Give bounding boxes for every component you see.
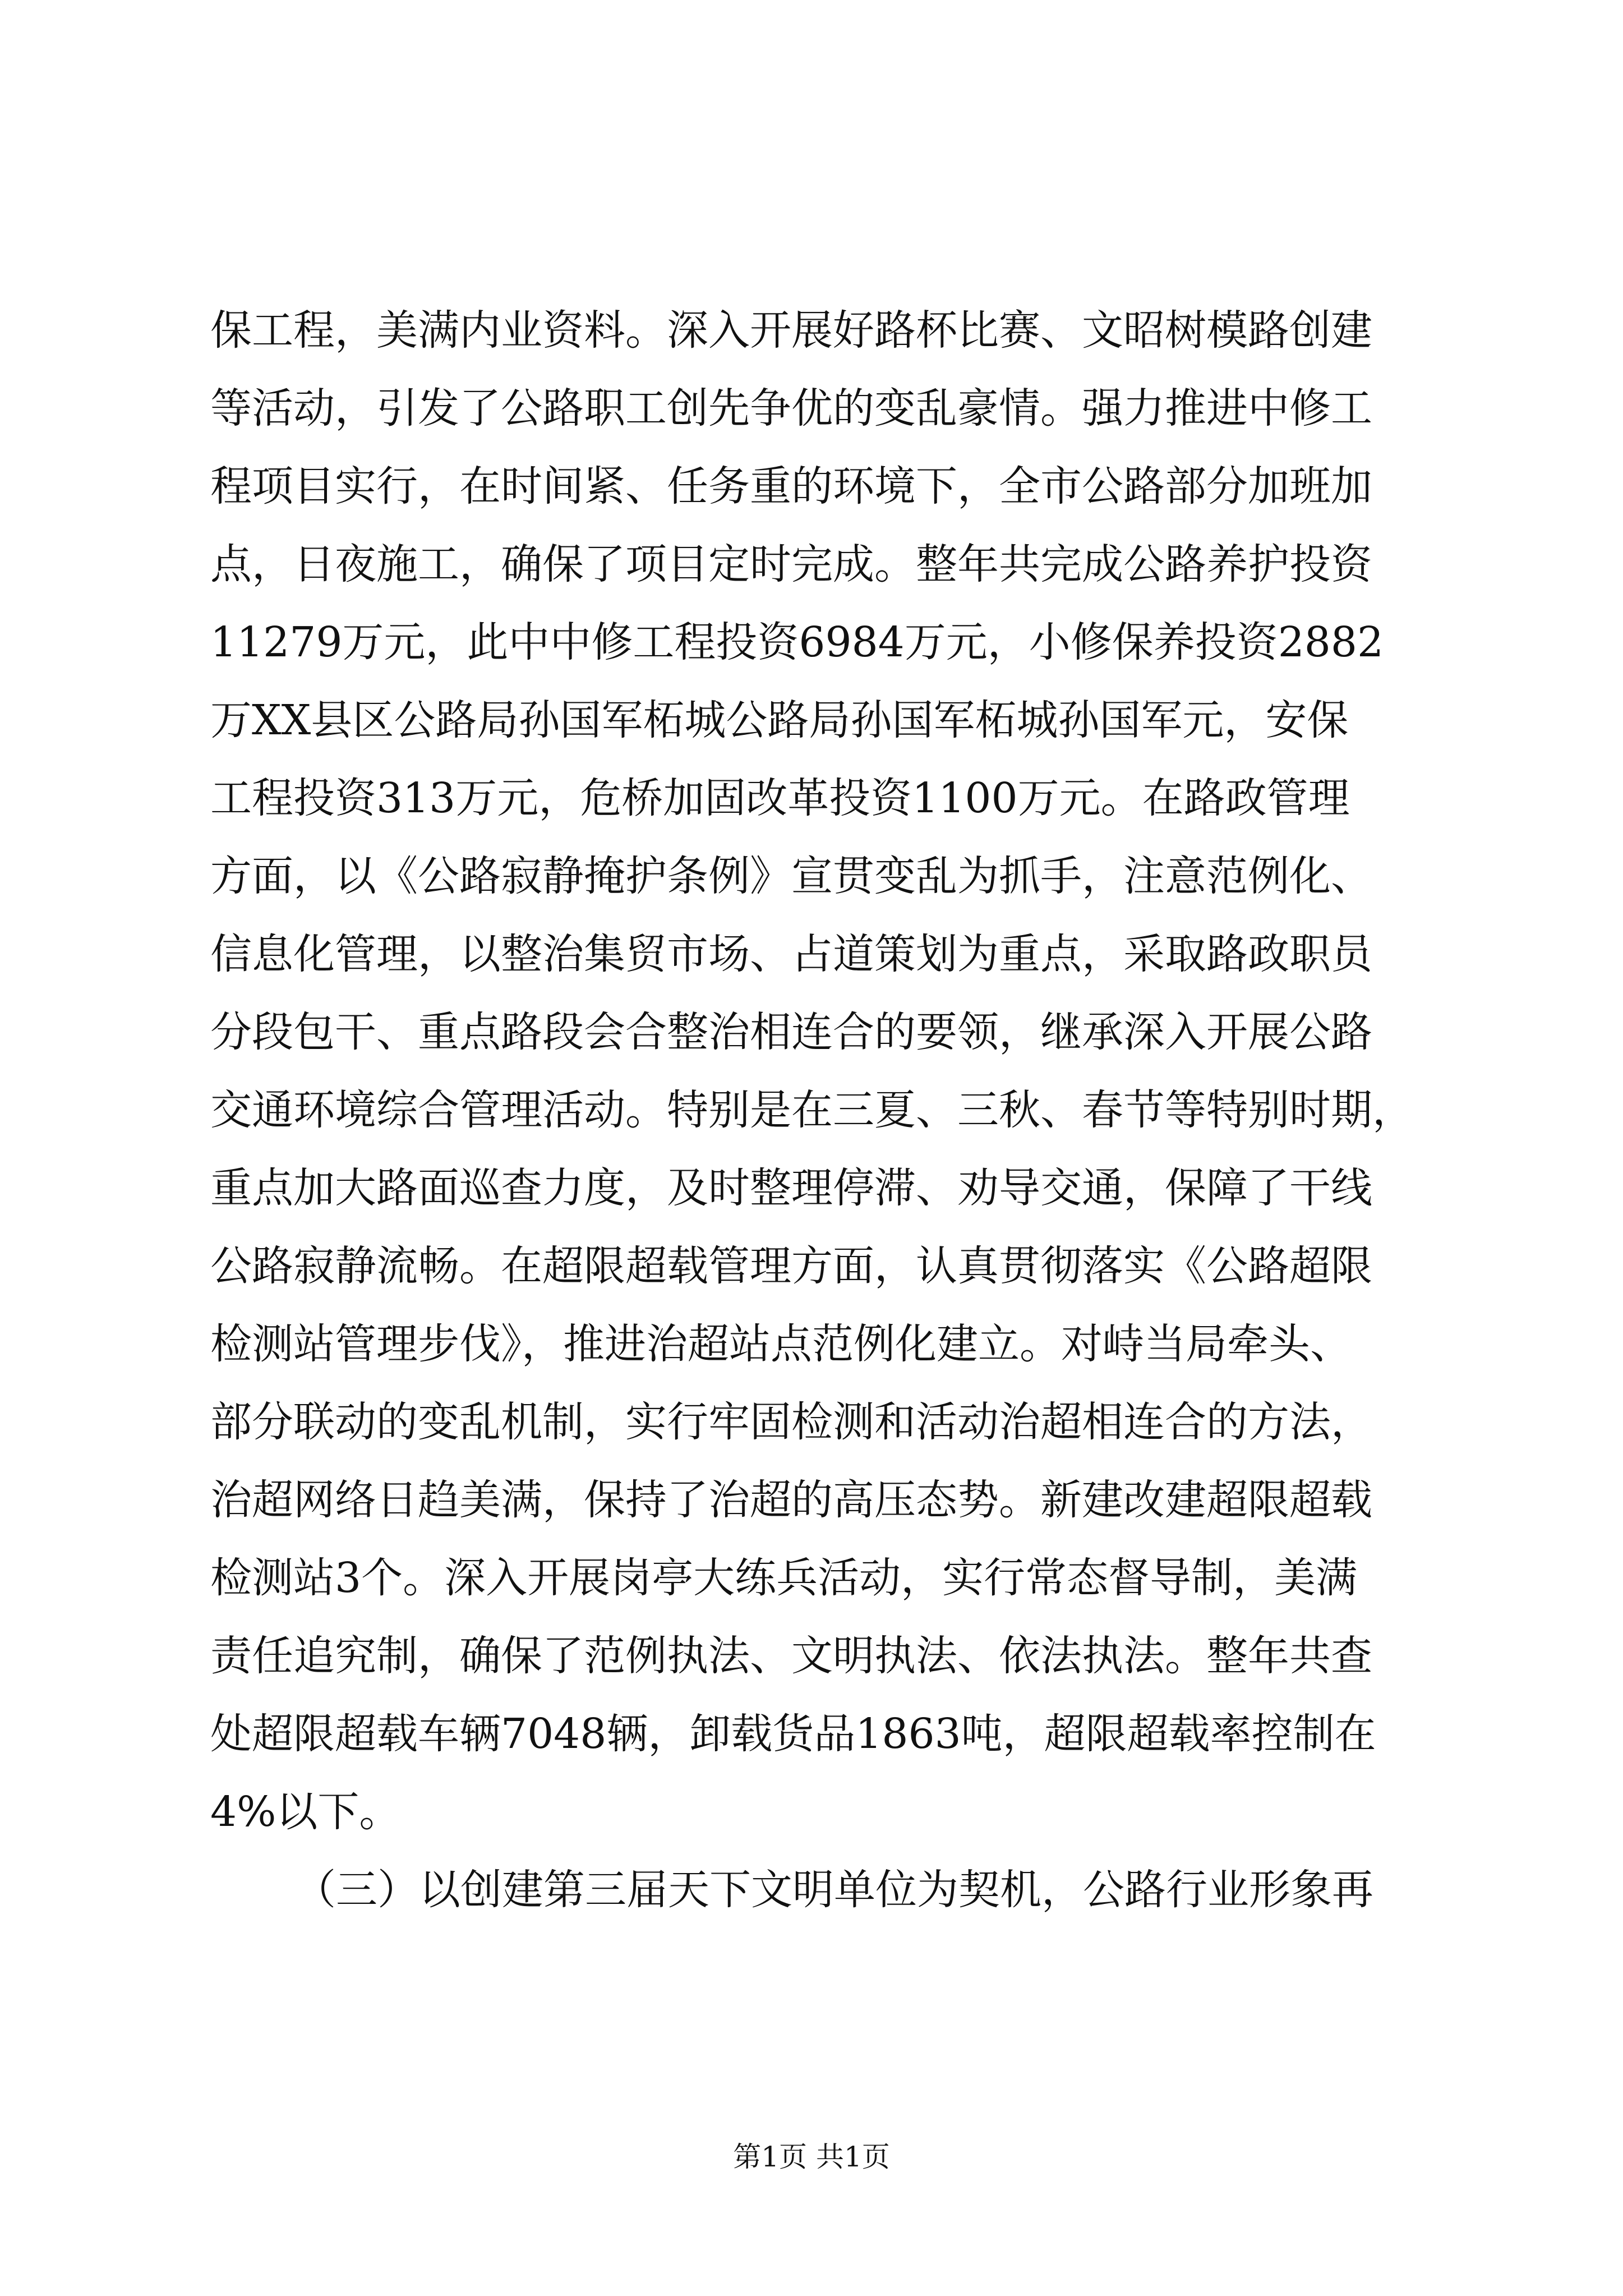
text-line: 检测站3个。深入开展岗亭大练兵活动，实行常态督导制，美满 xyxy=(210,1554,1358,1602)
text-line: 交通环境综合管理活动。特别是在三夏、三秋、春节等特别时期， xyxy=(210,1086,1414,1134)
text-line: 公路寂静流畅。在超限超载管理方面，认真贯彻落实《公路超限 xyxy=(210,1242,1372,1290)
text-line: 分段包干、重点路段会合整治相连合的要领，继承深入开展公路 xyxy=(210,1008,1372,1056)
text-line: 点，日夜施工，确保了项目定时完成。整年共完成公路养护投资 xyxy=(210,540,1372,588)
text-line: 治超网络日趋美满，保持了治超的高压态势。新建改建超限超载 xyxy=(210,1476,1372,1524)
text-line: 处超限超载车辆7048辆，卸载货品1863吨，超限超载率控制在 xyxy=(210,1710,1376,1758)
section-heading-line: （三）以创建第三届天下文明单位为契机，公路行业形象再 xyxy=(294,1866,1373,1914)
text-line: 11279万元，此中中修工程投资6984万元，小修保养投资2882 xyxy=(210,618,1384,666)
text-line: 方面，以《公路寂静掩护条例》宣贯变乱为抓手，注意范例化、 xyxy=(210,852,1372,900)
text-line: 保工程，美满内业资料。深入开展好路杯比赛、文昭树模路创建 xyxy=(210,306,1372,355)
text-line: 工程投资313万元，危桥加固改革投资1100万元。在路政管理 xyxy=(210,774,1350,822)
text-line: 4%以下。 xyxy=(210,1788,401,1836)
text-line: 部分联动的变乱机制，实行牢固检测和活动治超相连合的方法， xyxy=(210,1398,1372,1446)
page-footer: 第1页 共1页 xyxy=(733,2141,890,2173)
text-line: 万XX县区公路局孙国军柘城公路局孙国军柘城孙国军元，安保 xyxy=(210,696,1349,744)
text-line: 重点加大路面巡查力度，及时整理停滞、劝导交通，保障了干线 xyxy=(210,1164,1372,1212)
text-line: 检测站管理步伐》，推进治超站点范例化建立。对峙当局牵头、 xyxy=(210,1320,1352,1368)
text-line: 责任追究制，确保了范例执法、文明执法、依法执法。整年共查 xyxy=(210,1632,1372,1680)
text-line: 等活动，引发了公路职工创先争优的变乱豪情。强力推进中修工 xyxy=(210,384,1372,432)
text-line: 信息化管理，以整治集贸市场、占道策划为重点，采取路政职员 xyxy=(210,930,1372,978)
body-text xyxy=(210,292,1413,1929)
text-line: 程项目实行，在时间紧、任务重的环境下，全市公路部分加班加 xyxy=(210,462,1372,510)
